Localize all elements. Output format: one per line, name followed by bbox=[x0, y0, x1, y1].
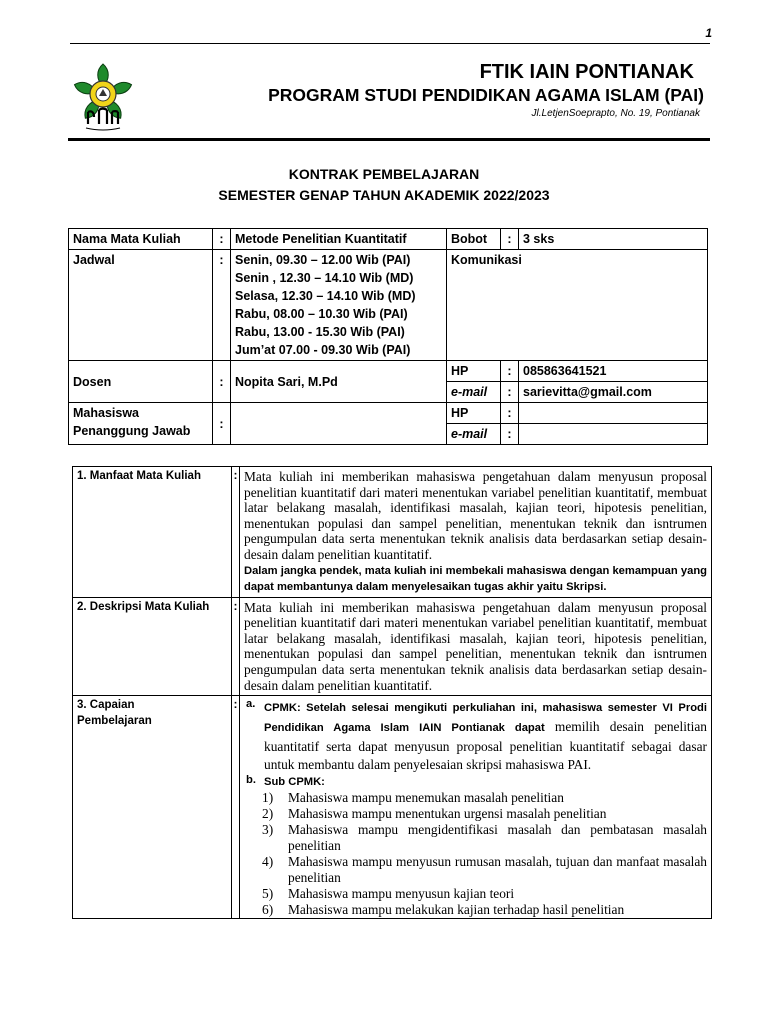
student-email bbox=[519, 424, 708, 445]
subcpmk-num: 4) bbox=[262, 854, 274, 870]
subcpmk-item bbox=[244, 902, 707, 918]
subcpmk-num: 1) bbox=[262, 790, 274, 806]
subcpmk-text: Mahasiswa mampu menemukan masalah penelitian bbox=[288, 790, 564, 806]
email-label: e-mail bbox=[447, 382, 501, 403]
page-number: 1 bbox=[705, 26, 712, 40]
top-rule bbox=[70, 43, 710, 44]
schedule-item: Senin, 09.30 – 12.00 Wib (PAI) bbox=[235, 253, 411, 267]
institution-name: FTIK IAIN PONTIANAK bbox=[479, 61, 694, 83]
subcpmk-text: Mahasiswa mampu melakukan kajian terhadap hasil penelitian bbox=[288, 902, 625, 918]
course-info-table bbox=[68, 228, 708, 445]
benefit-bold-text: Dalam jangka pendek, mata kuliah ini membekali mahasiswa dengan kemampuan yang dapat membantunya dalam menyelesaikan tugas akhir yaitu Skripsi. bbox=[244, 564, 707, 593]
schedule-label: Jadwal bbox=[69, 250, 213, 361]
outcome-label-line: Pembelajaran bbox=[77, 715, 152, 728]
lecturer-row-hp bbox=[69, 361, 708, 382]
benefit-row bbox=[73, 467, 712, 598]
schedule-row bbox=[69, 250, 708, 361]
student-label bbox=[69, 403, 213, 445]
subcpmk-item bbox=[244, 886, 707, 902]
subcpmk-item bbox=[244, 854, 707, 886]
description-text: Mata kuliah ini memberikan mahasiswa pengetahuan dalam menyusun proposal penelitian kuantitatif dari materi menentukan variabel penelitian kuantitatif, membuat latar belakang masalah, identifikasi masalah, kajian teori, hipotesis penelitian, menentukan populasi dan sampel penelitian, menentukan teknik dan isntrumen pengumpulan data serta menentukan teknik analisis data berdasarkan setiap desain-desain dalam penelitian kuantitatif. bbox=[244, 599, 707, 693]
subcpmk-marker: b. bbox=[246, 774, 256, 787]
document-subtitle: SEMESTER GENAP TAHUN AKADEMIK 2022/2023 bbox=[218, 187, 550, 203]
student-label-line: Mahasiswa bbox=[73, 406, 140, 420]
lecturer-hp: 085863641521 bbox=[519, 361, 708, 382]
course-row bbox=[69, 229, 708, 250]
hp-label: HP bbox=[447, 361, 501, 382]
cpmk-text: memilih desain penelitian kuantitatif serta dapat menyusun proposal penelitian kuantitatif sebagai dasar untuk membantu dalam penyelesaian skripsi mahasiswa PAI. bbox=[264, 719, 707, 773]
colon: : bbox=[213, 361, 231, 403]
subcpmk-item bbox=[244, 822, 707, 854]
description-content bbox=[240, 597, 712, 696]
iain-pontianak-logo-icon bbox=[66, 60, 140, 134]
subcpmk-num: 6) bbox=[262, 902, 274, 918]
address: Jl.LetjenSoeprapto, No. 19, Pontianak bbox=[531, 108, 700, 119]
schedule-item: Rabu, 08.00 – 10.30 Wib (PAI) bbox=[235, 307, 408, 321]
lecturer-value: Nopita Sari, M.Pd bbox=[231, 361, 447, 403]
course-contract-table bbox=[72, 466, 712, 919]
subcpmk-item bbox=[244, 790, 707, 806]
cpmk-marker: a. bbox=[246, 698, 256, 711]
colon: : bbox=[213, 229, 231, 250]
subcpmk-heading bbox=[244, 774, 707, 790]
subcpmk-item bbox=[244, 806, 707, 822]
schedule-item: Jum’at 07.00 - 09.30 Wib (PAI) bbox=[235, 343, 411, 357]
course-label: Nama Mata Kuliah bbox=[69, 229, 213, 250]
colon: : bbox=[501, 229, 519, 250]
weight-value: 3 sks bbox=[519, 229, 708, 250]
colon: : bbox=[501, 361, 519, 382]
colon: : bbox=[232, 467, 240, 598]
benefit-label: 1. Manfaat Mata Kuliah bbox=[73, 467, 232, 598]
student-label-line: Penanggung Jawab bbox=[73, 424, 191, 438]
colon: : bbox=[501, 403, 519, 424]
benefit-content bbox=[240, 467, 712, 598]
subcpmk-num: 2) bbox=[262, 806, 274, 822]
email-label: e-mail bbox=[447, 424, 501, 445]
outcome-row bbox=[73, 696, 712, 919]
subcpmk-num: 5) bbox=[262, 886, 274, 902]
schedule-list bbox=[231, 250, 447, 361]
student-row-hp bbox=[69, 403, 708, 424]
weight-label: Bobot bbox=[447, 229, 501, 250]
schedule-item: Rabu, 13.00 - 15.30 Wib (PAI) bbox=[235, 325, 405, 339]
subcpmk-text: Mahasiswa mampu menentukan urgensi masalah penelitian bbox=[288, 806, 607, 822]
subcpmk-list bbox=[244, 790, 707, 918]
schedule-item: Selasa, 12.30 – 14.10 Wib (MD) bbox=[235, 289, 416, 303]
subcpmk-text: Mahasiswa mampu menyusun rumusan masalah, tujuan dan manfaat masalah penelitian bbox=[288, 854, 707, 886]
student-hp bbox=[519, 403, 708, 424]
program-name: PROGRAM STUDI PENDIDIKAN AGAMA ISLAM (PAI) bbox=[268, 85, 704, 105]
outcome-content bbox=[240, 696, 712, 919]
lecturer-label: Dosen bbox=[69, 361, 213, 403]
subcpmk-num: 3) bbox=[262, 822, 274, 838]
lecturer-email: sarievitta@gmail.com bbox=[519, 382, 708, 403]
colon: : bbox=[232, 696, 240, 919]
colon: : bbox=[213, 250, 231, 361]
hp-label: HP bbox=[447, 403, 501, 424]
colon: : bbox=[232, 597, 240, 696]
course-value: Metode Penelitian Kuantitatif bbox=[231, 229, 447, 250]
student-value bbox=[231, 403, 447, 445]
colon: : bbox=[213, 403, 231, 445]
colon: : bbox=[501, 424, 519, 445]
header-rule bbox=[68, 138, 710, 141]
subcpmk-text: Mahasiswa mampu menyusun kajian teori bbox=[288, 886, 515, 902]
outcome-label-line: 3. Capaian bbox=[77, 699, 135, 712]
cpmk-bold-text: CPMK: Setelah selesai mengikuti perkuliahan ini, mahasiswa semester VI Prodi Pendidikan Agama Islam IAIN Pontianak dapat bbox=[264, 702, 707, 735]
schedule-item: Senin , 12.30 – 14.10 Wib (MD) bbox=[235, 271, 414, 285]
document-title: KONTRAK PEMBELAJARAN bbox=[288, 166, 480, 182]
subcpmk-label: Sub CPMK: bbox=[264, 776, 325, 789]
subcpmk-text: Mahasiswa mampu mengidentifikasi masalah dan pembatasan masalah penelitian bbox=[288, 822, 707, 854]
colon: : bbox=[501, 382, 519, 403]
cpmk-item bbox=[244, 698, 707, 774]
description-label: 2. Deskripsi Mata Kuliah bbox=[73, 597, 232, 696]
cpmk-body bbox=[264, 698, 707, 774]
outcome-label bbox=[73, 696, 232, 919]
benefit-text: Mata kuliah ini memberikan mahasiswa pengetahuan dalam menyusun proposal penelitian kuantitatif dari materi menentukan variabel penelitian kuantitatif, membuat latar belakang masalah, identifikasi masalah, kajian teori, hipotesis penelitian, menentukan populasi dan sampel penelitian, menentukan teknik dan isntrumen pengumpulan data serta menentukan teknik analisis data berdasarkan setiap desain-desain dalam penelitian kuantitatif. bbox=[244, 469, 707, 562]
description-row bbox=[73, 597, 712, 696]
schedule-note: Komunikasi bbox=[447, 250, 708, 361]
